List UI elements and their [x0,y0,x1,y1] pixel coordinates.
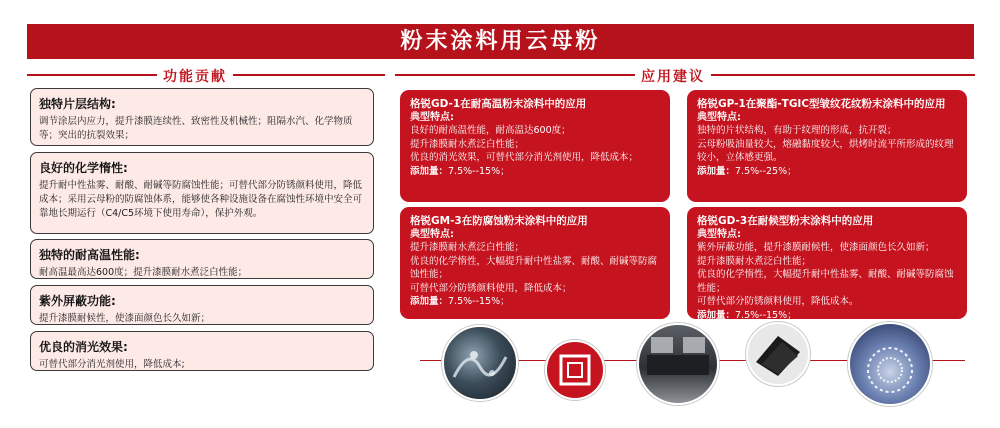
application-title: 格锐GD-1在耐高温粉末涂料中的应用 [410,98,587,110]
dosage-value: 7.5%--15%； [448,296,510,307]
application-dosage [410,295,660,309]
application-card [687,207,967,319]
application-line: 提升漆膜耐水煮泛白性能； [697,255,812,267]
photo-decorative-floor [848,322,932,406]
application-line: 优良的消光效果，可替代部分消光剂使用，降低成本； [410,152,639,163]
function-heading: 独特的耐高温性能: [39,248,140,262]
dosage-value: 7.5%--15%； [448,165,510,177]
function-desc: 提升漆膜耐候性，使漆面颜色长久如新； [39,313,211,324]
application-line: 提升漆膜耐水煮泛白性能； [410,242,525,253]
application-dosage [410,165,660,179]
function-heading: 优良的消光效果: [39,340,128,354]
black-panels-illustration [748,324,808,384]
function-desc: 提升耐中性盐雾、耐酸、耐碱等防腐蚀性能；可替代部分防锈颜料使用，降低成本；采用云母粉的防腐蚀体系，能够使各种设施设备在腐蚀性环境中安全可靠地长期运行（C4/C5环境下使用寿命），保护外观。 [39,180,363,219]
section-header-functions [27,66,385,84]
function-heading: 独特片层结构: [39,97,116,111]
photo-kitchen [637,323,719,405]
water-splash-illustration [444,327,516,399]
application-line: 可替代部分防锈颜料使用，降低成本； [410,282,572,294]
application-dosage [697,165,957,179]
application-subtitle: 典型特点: [697,229,741,240]
decorative-floor-illustration [850,324,930,404]
dosage-label: 添加量： [697,165,736,177]
application-line: 独特的片状结构，有助于纹理的形成，抗开裂； [697,125,897,136]
section-title-applications: 应用建议 [635,66,711,86]
section-header-applications [395,66,975,84]
page-title: 粉末涂料用云母粉 [27,24,974,59]
function-heading: 良好的化学惰性: [39,161,128,175]
photo-black-panels [746,322,810,386]
function-item [30,285,374,325]
function-desc: 调节涂层内应力，提升漆膜连续性、致密性及机械性；阻隔水汽、化学物质等；突出的抗裂效果； [39,116,353,141]
function-desc: 可替代部分消光剂使用，降低成本; [39,359,185,370]
application-dosage [697,309,957,323]
dosage-value: 7.5%--15%； [735,309,797,321]
application-title: 格锐GM-3在防腐蚀粉末涂料中的应用 [410,215,588,227]
application-subtitle: 典型特点: [410,229,454,240]
function-desc: 耐高温最高达600度；提升漆膜耐水煮泛白性能； [39,267,248,278]
dosage-value: 7.5%--25%； [735,165,797,177]
photo-red-pattern [545,340,605,400]
dosage-label: 添加量： [410,165,449,177]
application-line: 优良的化学惰性，大幅提升耐中性盐雾、耐酸、耐碱等防腐蚀性能； [410,255,658,280]
application-line: 云母粉吸油量较大，熔融黏度较大，烘烤时流平所形成的纹理较小，立体感更强。 [697,138,954,163]
application-card [400,207,670,319]
dosage-label: 添加量： [697,309,736,321]
function-item [30,239,374,279]
application-card [687,90,967,202]
function-item [30,331,374,371]
application-line: 紫外屏蔽功能，提升漆膜耐候性，使漆面颜色长久如新； [697,242,935,253]
application-line: 优良的化学惰性，大幅提升耐中性盐雾、耐酸、耐碱等防腐蚀性能； [697,269,954,294]
section-title-functions: 功能贡献 [157,66,233,86]
application-line: 可替代部分防锈颜料使用，降低成本。 [697,296,859,307]
application-subtitle: 典型特点: [697,112,741,123]
function-item [30,88,374,146]
application-title: 格锐GD-3在耐候型粉末涂料中的应用 [697,215,874,227]
red-pattern-illustration [547,342,603,398]
function-heading: 紫外屏蔽功能: [39,294,116,308]
application-line: 提升漆膜耐水煮泛白性能； [410,138,525,150]
application-line: 良好的耐高温性能，耐高温达600度； [410,125,571,136]
kitchen-illustration [639,325,717,403]
application-title: 格锐GP-1在聚酯-TGIC型皱纹花纹粉末涂料中的应用 [697,98,946,110]
application-card [400,90,670,202]
photo-water-splash [442,325,518,401]
function-item [30,152,374,234]
application-subtitle: 典型特点: [410,112,454,123]
dosage-label: 添加量： [410,296,449,307]
